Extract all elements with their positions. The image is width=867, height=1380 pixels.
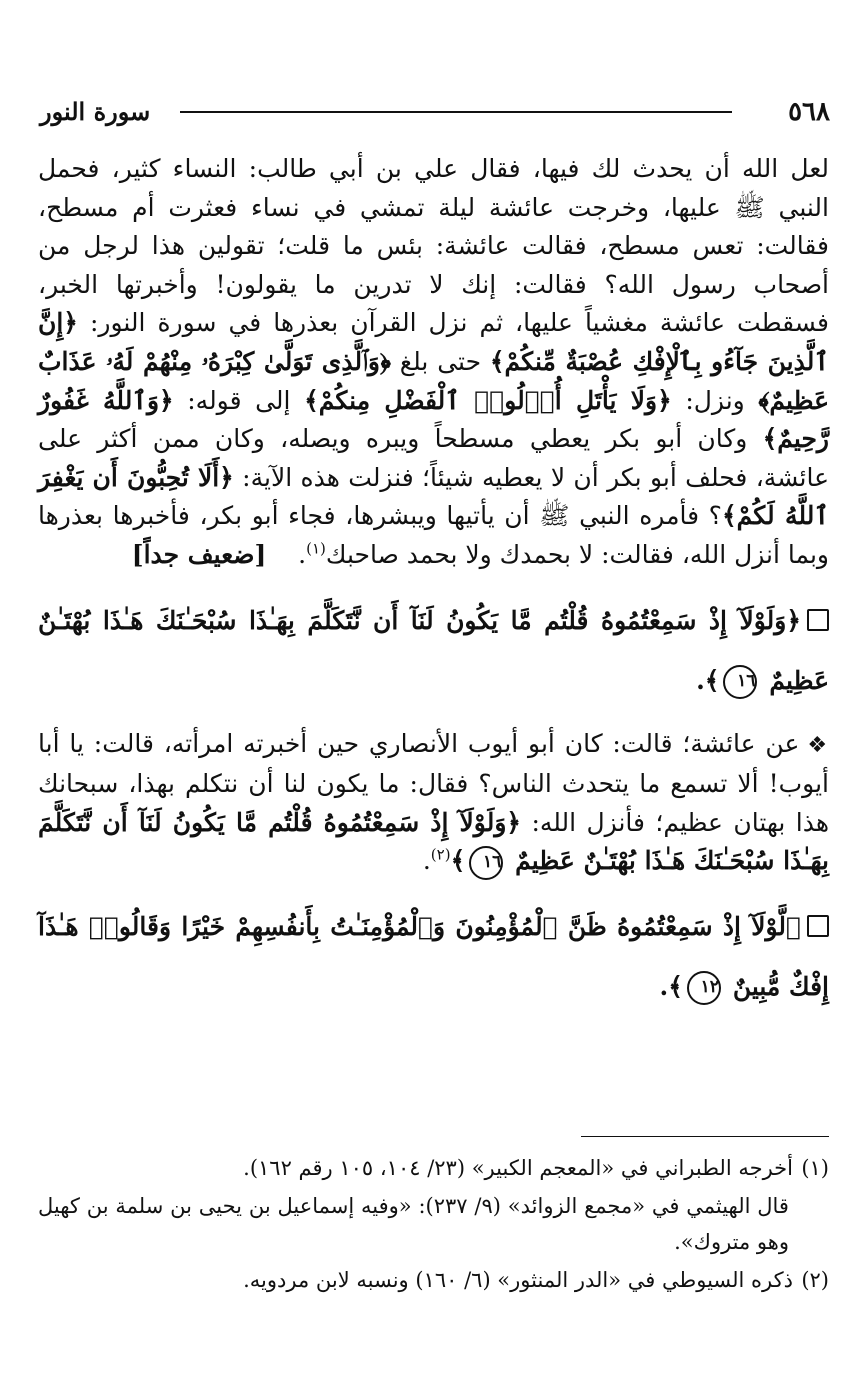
narration-paragraph [38,725,829,881]
text: . [298,539,307,569]
hadith-paragraph [38,150,829,575]
text: حتى بلغ [390,346,490,376]
ayah-number-icon: ١٦ [469,846,503,880]
main-text [38,150,829,1017]
text: . [422,846,431,876]
verse-heading-12 [38,897,829,1017]
footnote-ref: (١) [306,539,326,558]
surah-title: سورة النور [40,97,151,126]
verse-line [38,591,829,711]
hadith-grade: [ضعيف جداً] [131,539,267,569]
quran-quote: ﴿وَلَا يَأْتَلِ أُو۟لُوا۟ ٱلْفَضْلِ مِنكُمْ﴾ [304,385,672,415]
footnote-separator [581,1136,829,1137]
header-rule [180,111,732,113]
quran-quote: ﴿أَلَا تُحِبُّونَ أَن يَغْفِرَ ٱللَّهُ لَكُمْ﴾ [38,462,830,531]
footnote-text: أخرجه الطبراني في «المعجم الكبير» (٢٣/ ١٠٤، ١٠٥ رقم ١٦٢). [243,1156,793,1180]
footnote [38,1188,829,1260]
footnote [38,1262,829,1298]
text: وكان أبو بكر يعطي مسطحاً ويبره ويصله، وكان ممن أكثر على عائشة، فحلف أبو بكر أن لا يعطيه شيئاً؛ فنزلت هذه الآية: [38,424,829,492]
quran-quote: ﴿إِنَّ ٱلَّذِينَ جَآءُو بِٱلْإِفْكِ عُصْبَةٌ مِّنكُمْ﴾ [38,308,829,376]
square-bullet-icon [807,609,829,631]
square-bullet-icon [807,915,829,937]
page-number: ٥٦٨ [788,97,830,127]
footnote-text: قال الهيثمي في «مجمع الزوائد» (٩/ ٢٣٧): «وفيه إسماعيل بن يحيى بن سلمة بن كهيل وهو متروك». [38,1194,789,1254]
ayah-number-icon: ١٦ [723,665,757,699]
footnotes [38,1150,829,1300]
footnote-text: ذكره السيوطي في «الدر المنثور» (٦/ ١٦٠) ونسبه لابن مردويه. [243,1268,793,1292]
diamond-bullet-icon: ❖ [807,732,829,758]
text: إلى قوله: [173,385,305,415]
footnote-number: (١) [801,1156,829,1180]
text: ؟ فأمره النبي ﷺ أن يأتيها ويبشرها، فجاء أبو بكر، فأخبرها بعذرها وبما أنزل الله، فقالت: لا بحمدك ولا بحمد صاحبك [38,501,829,569]
text: عن عائشة؛ قالت: كان أبو أيوب الأنصاري حين أخبرته امرأته، قالت: يا أبا أيوب! ألا تسمع ما يتحدث الناس؟ فقال: ما يكون لنا أن نتكلم بهذا، سبحانك هذا بهتان عظيم؛ فأنزل الله: [38,728,830,837]
text: لعل الله أن يحدث لك فيها، فقال علي بن أبي طالب: النساء كثير، فحمل النبي ﷺ عليها، وخرجت عائشة ليلة تمشي في نساء فعثرت أم مسطح، فقالت: تعس مسطح، فقالت عائشة: بئس ما قلت؛ تقولين هذا لرجل من أصحاب رسول الله؟ فقالت: إنك لا تدرين ما يقولون! وأخبرتها الخبر، فسقطت عائشة مغشياً عليها، ثم نزل القرآن بعذرها في سورة النور: [38,154,829,338]
quran-quote: ﴿وَٱلَّذِى تَوَلَّىٰ كِبْرَهُۥ مِنْهُمْ لَهُۥ عَذَابٌ عَظِيمٌ﴾ [38,346,829,415]
footnote [38,1150,829,1186]
verse-heading-16 [38,591,829,711]
verse-close: ﴾ [450,846,466,876]
verse-close: ﴾. [659,971,683,1001]
text: ونزل: [671,385,759,415]
quran-quote: ﴿وَلَوْلَآ إِذْ سَمِعْتُمُوهُ قُلْتُم مَّا يَكُونُ لَنَآ أَن نَّتَكَلَّمَ بِهَـٰذَا سُبْحَـٰنَكَ هَـٰذَا بُهْتَـٰنٌ عَظِيمٌ [38,807,829,876]
verse-line [38,897,829,1017]
page-header [40,92,830,132]
ayah-number-icon: ١٢ [687,971,721,1005]
footnote-number: (٢) [801,1268,829,1292]
verse-text: ﴿لَّوْلَآ إِذْ سَمِعْتُمُوهُ ظَنَّ ٱلْمُؤْمِنُونَ وَٱلْمُؤْمِنَـٰتُ بِأَنفُسِهِمْ خَيْرًا وَقَالُوا۟ هَـٰذَآ إِفْكٌ مُّبِينٌ [38,911,829,1001]
quran-quote: ﴿وَٱللَّهُ غَفُورٌ رَّحِيمٌ﴾ [38,385,829,454]
verse-close: ﴾. [696,665,720,695]
verse-text: ﴿وَلَوْلَآ إِذْ سَمِعْتُمُوهُ قُلْتُم مَّا يَكُونُ لَنَآ أَن نَّتَكَلَّمَ بِهَـٰذَا سُبْحَـٰنَكَ هَـٰذَا بُهْتَـٰنٌ عَظِيمٌ [38,605,829,695]
footnote-ref: (٢) [430,845,451,864]
